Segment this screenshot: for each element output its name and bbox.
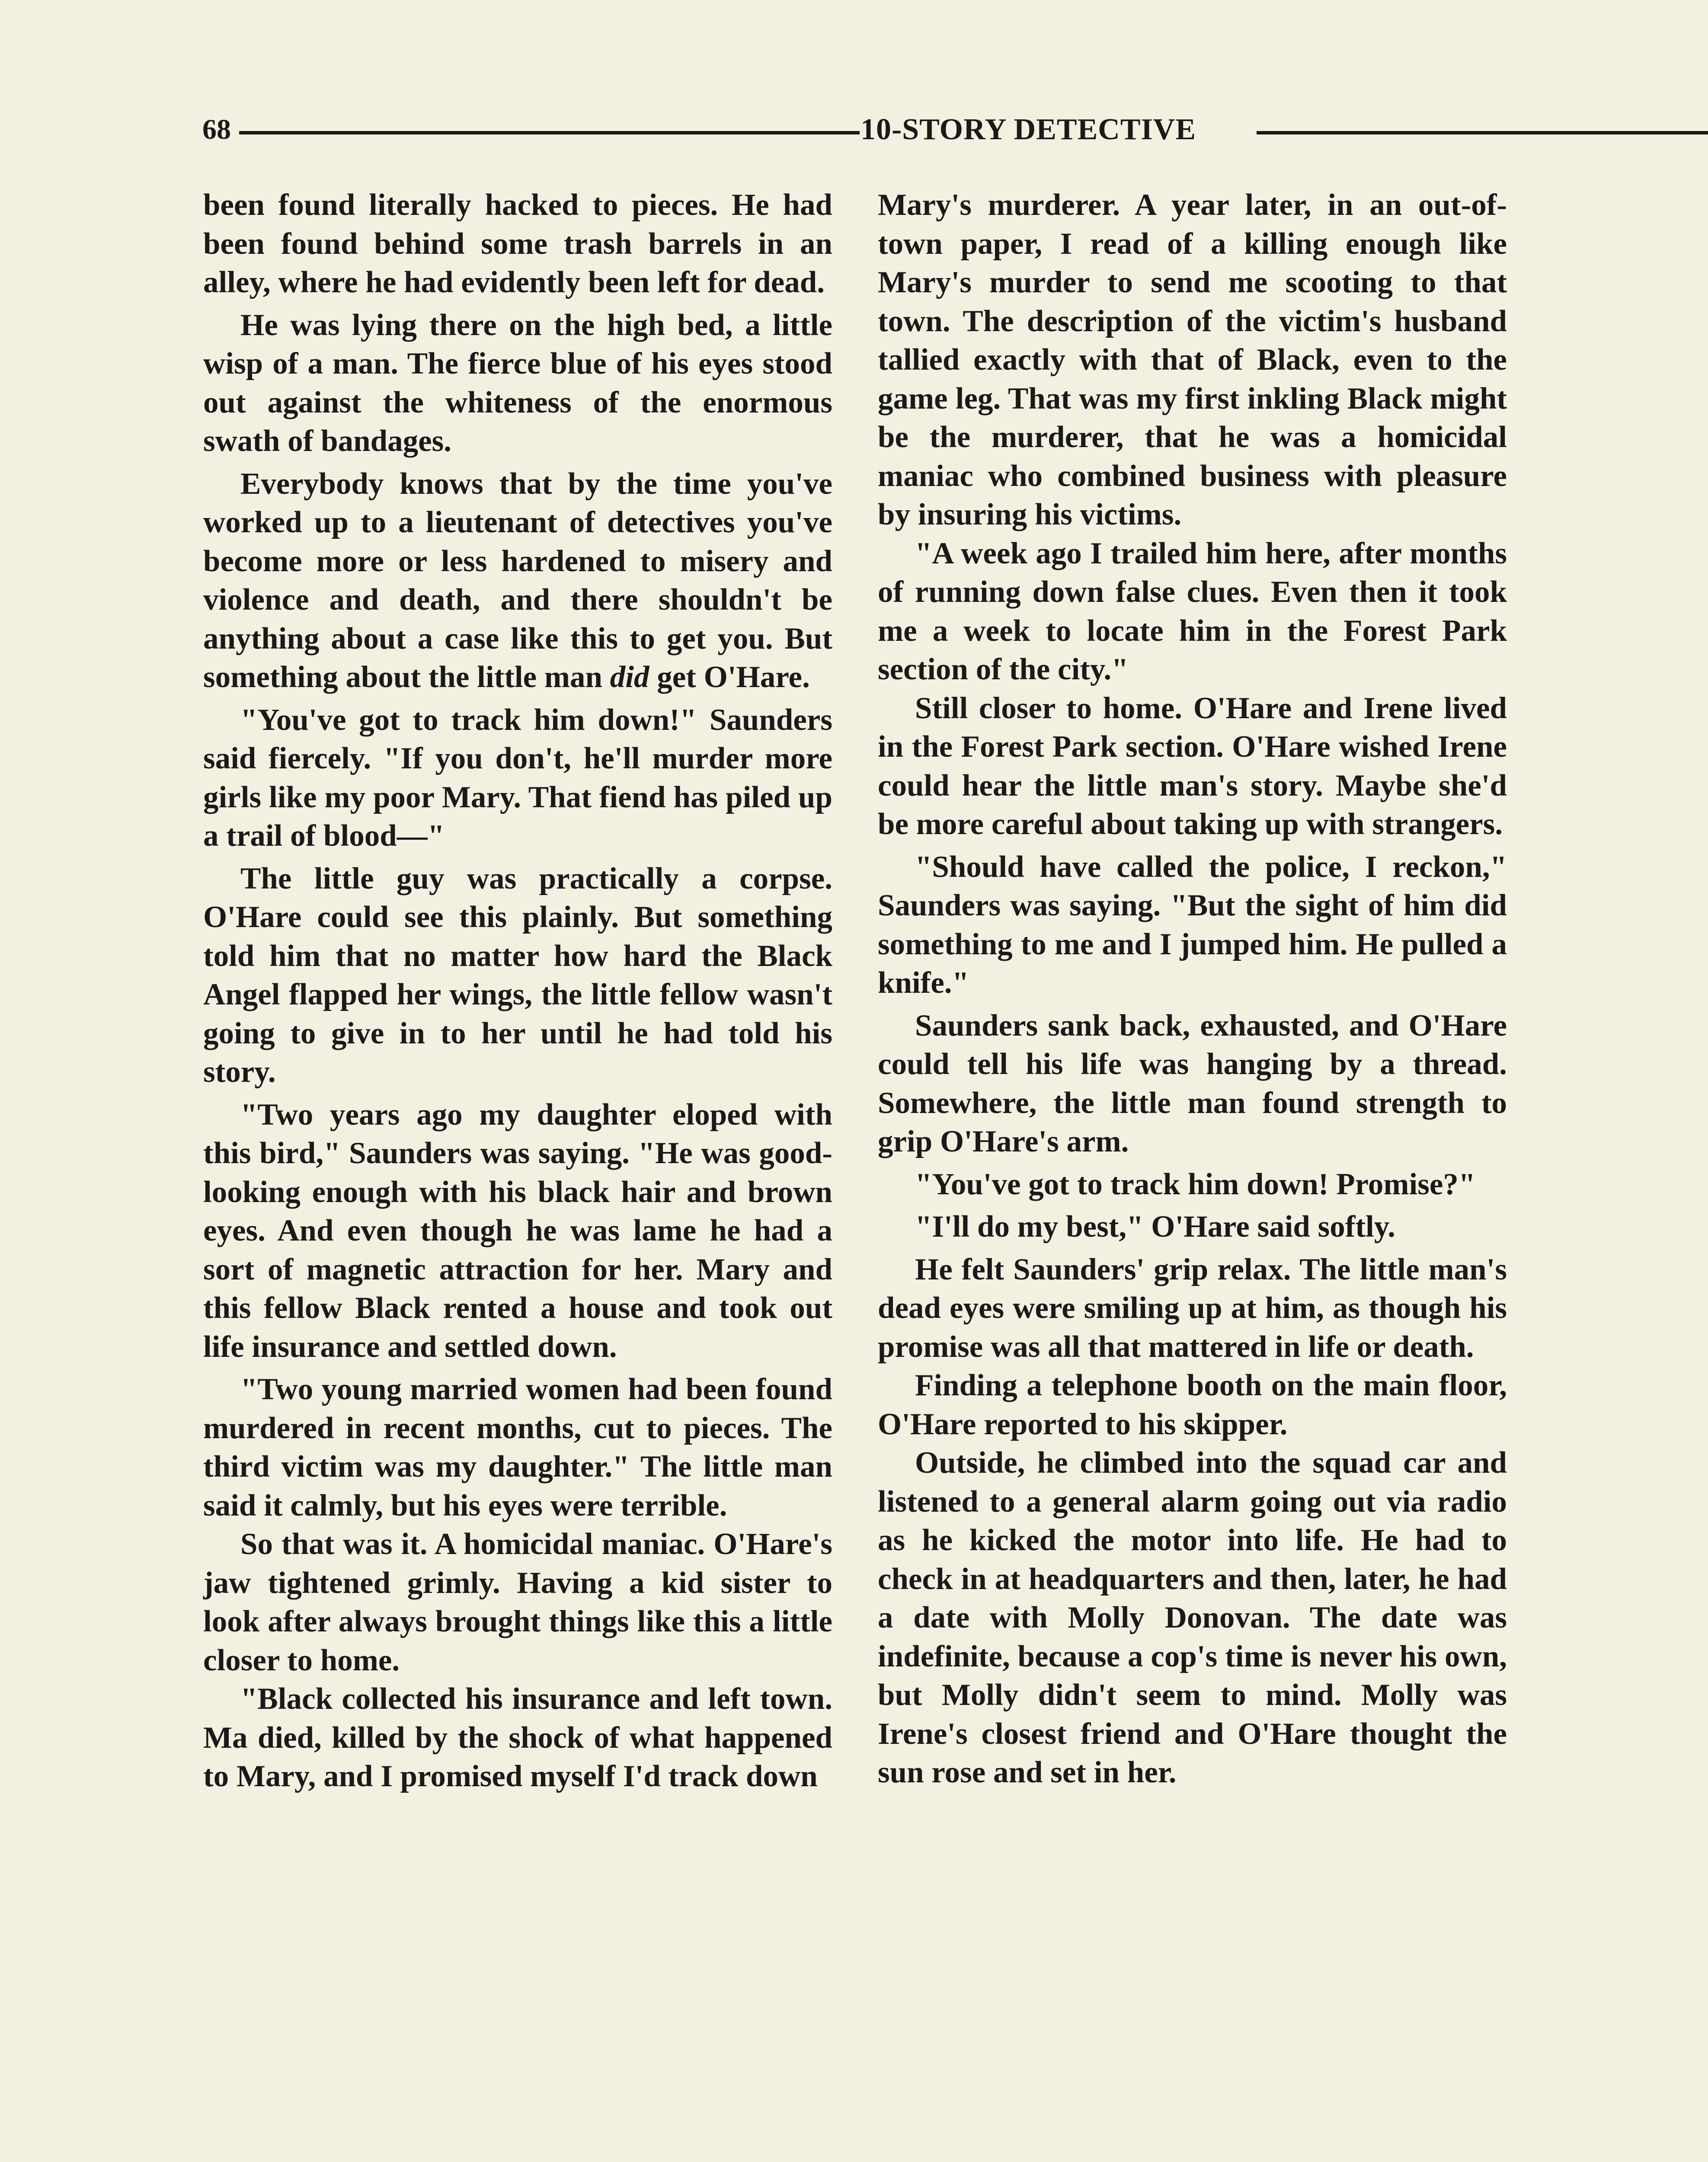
paragraph: "Black collected his insurance and left town. Ma died, killed by the shock of what happened to Mary, and I promised myself I'd track down [203, 1682, 832, 1793]
header-rule-right [1257, 131, 1708, 134]
paragraph-text: get O'Hare. [657, 660, 810, 694]
paragraph: "Should have called the police, I reckon," Saunders was saying. "But the sight of him did something to me and I jumped him. He pulled a knife." [878, 850, 1507, 1000]
page-header [202, 110, 1509, 149]
paragraph: "You've got to track him down! Promise?" [915, 1167, 1476, 1201]
paragraph: "Two years ago my daughter eloped with this bird," Saunders was saying. "He was good-looking enough with his black hair and brown eyes. And even though he was lame he had a sort of magnetic attraction for her. Mary and this fellow Black rented a house and took out life insurance and settled down. [203, 1097, 832, 1364]
paragraph: been found literally hacked to pieces. He had been found behind some trash barrels in an alley, where he had evidently been left for dead. [203, 188, 832, 299]
paragraph: The little guy was practically a corpse. O'Hare could see this plainly. But something told him that no matter how hard the Black Angel flapped her wings, the little fellow wasn't going to give in to her until he had told his story. [203, 861, 832, 1089]
left-text-column [203, 186, 832, 1800]
paragraph-text: Everybody knows that by the time you've worked up to a lieutenant of detectives you've become more or less hardened to misery and violence and death, and there shouldn't be anything about a case like this to get you. But something about the little man [203, 467, 832, 694]
paragraph: Mary's murderer. A year later, in an out-of-town paper, I read of a killing enough like Mary's murder to send me scooting to that town. The description of the victim's husband tallied exactly with that of Black, even to the game leg. That was my first inkling Black might be the murderer, that he was a homicidal maniac who combined business with pleasure by insuring his victims. [878, 188, 1507, 531]
page-number: 68 [202, 114, 231, 145]
paragraph: Still closer to home. O'Hare and Irene lived in the Forest Park section. O'Hare wished Irene could hear the little man's story. Maybe she'd be more careful about taking up with strangers. [878, 691, 1507, 841]
paragraph: "You've got to track him down!" Saunders said fiercely. "If you don't, he'll murder more girls like my poor Mary. That fiend has piled up a trail of blood—" [203, 703, 832, 853]
magazine-title: 10-STORY DETECTIVE [860, 113, 1196, 146]
paragraph: Outside, he climbed into the squad car and listened to a general alarm going out via radio as he kicked the motor into life. He had to check in at headquarters and then, later, he had a date with Molly Donovan. The date was indefinite, because a cop's time is never his own, but Molly didn't seem to mind. Molly was Irene's closest friend and O'Hare thought the sun rose and set in her. [878, 1446, 1507, 1789]
paragraph: Finding a telephone booth on the main floor, O'Hare reported to his skipper. [878, 1369, 1507, 1441]
paragraph [203, 465, 832, 697]
paragraph: "I'll do my best," O'Hare said softly. [915, 1210, 1396, 1244]
paragraph: "Two young married women had been found murdered in recent months, cut to pieces. The third victim was my daughter." The little man said it calmly, but his eyes were terrible. [203, 1372, 832, 1522]
paragraph: So that was it. A homicidal maniac. O'Hare's jaw tightened grimly. Having a kid sister to look after always brought things like this a little closer to home. [203, 1527, 832, 1677]
paragraph: Saunders sank back, exhausted, and O'Hare could tell his life was hanging by a thread. Somewhere, the little man found strength to grip O'Hare's arm. [878, 1008, 1507, 1158]
right-text-column [878, 186, 1507, 1796]
emphasis-text: did [610, 660, 649, 694]
paragraph: He felt Saunders' grip relax. The little man's dead eyes were smiling up at him, as though his promise was all that mattered in life or death. [878, 1252, 1507, 1364]
header-rule-left [239, 131, 860, 134]
paragraph: "A week ago I trailed him here, after months of running down false clues. Even then it took me a week to locate him in the Forest Park section of the city." [878, 536, 1507, 686]
paragraph: He was lying there on the high bed, a little wisp of a man. The fierce blue of his eyes stood out against the whiteness of the enormous swath of bandages. [203, 308, 832, 458]
